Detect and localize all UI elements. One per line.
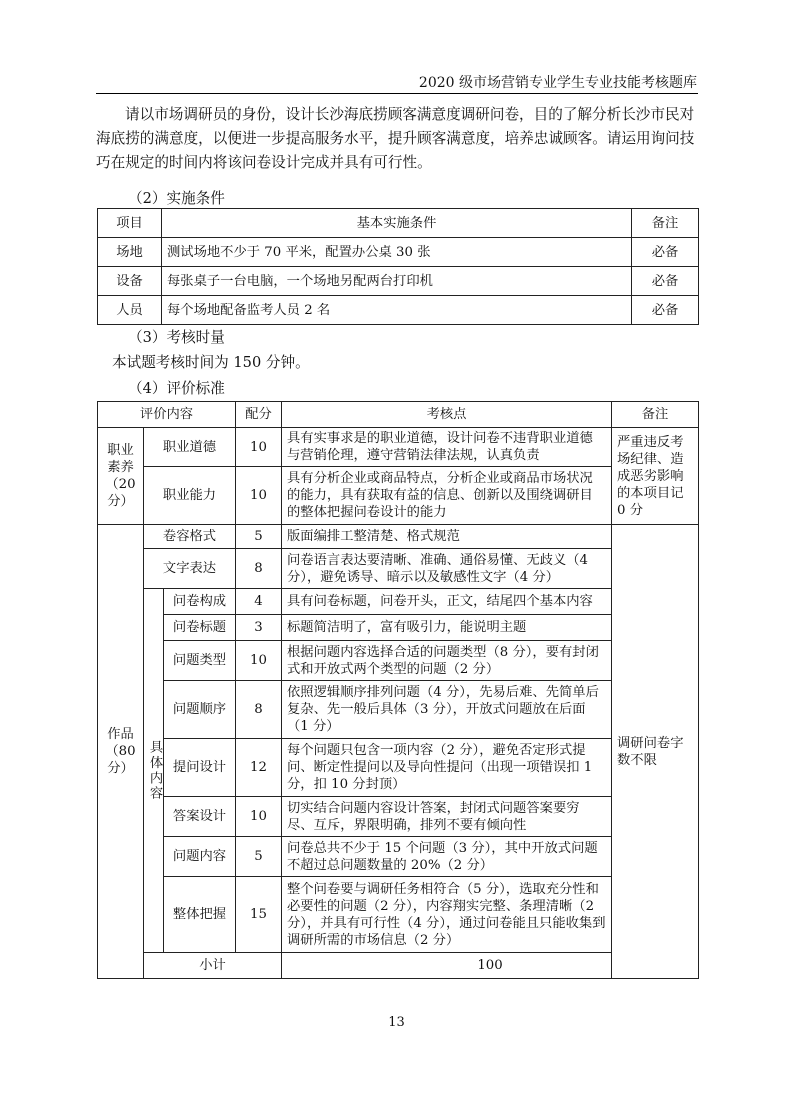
score-cell: 5 xyxy=(236,525,282,549)
item-cell: 问卷构成 xyxy=(164,589,236,615)
score-cell: 10 xyxy=(236,467,282,525)
table-row xyxy=(98,467,699,525)
score-cell: 3 xyxy=(236,615,282,641)
points-cell: 问卷总共不少于 15 个问题（3 分），其中开放式问题不超过总问题数量的 20%（2 分） xyxy=(282,837,612,877)
item-cell: 卷容格式 xyxy=(144,525,236,549)
note-cell: 必备 xyxy=(632,296,699,325)
item-cell: 整体把握 xyxy=(164,877,236,953)
points-cell: 问卷语言表达要清晰、准确、通俗易懂、无歧义（4分），避免诱导、暗示以及敏感性文字（4 分） xyxy=(282,549,612,589)
table-row xyxy=(98,837,699,877)
header-cell: 评价内容 xyxy=(98,402,236,428)
subtotal-label: 小计 xyxy=(144,953,282,979)
subtotal-score: 100 xyxy=(282,953,699,979)
item-cell: 问题内容 xyxy=(164,837,236,877)
item-cell: 职业道德 xyxy=(144,428,236,467)
desc-cell: 每张桌子一台电脑，一个场地另配两台打印机 xyxy=(162,267,632,296)
group-label-work: 作品（80 分） xyxy=(98,525,144,979)
table-row xyxy=(98,296,699,325)
score-cell: 10 xyxy=(236,797,282,837)
criteria-header-row xyxy=(98,402,699,428)
item-cell: 文字表达 xyxy=(144,549,236,589)
score-cell: 12 xyxy=(236,739,282,797)
desc-cell: 测试场地不少于 70 平米，配置办公桌 30 张 xyxy=(162,238,632,267)
item-cell: 问题类型 xyxy=(164,641,236,681)
item-cell: 问题顺序 xyxy=(164,681,236,739)
criteria-table xyxy=(97,401,699,979)
item-cell: 设备 xyxy=(98,267,162,296)
page-header: 2020 级市场营销专业学生专业技能考核题库 xyxy=(418,75,697,91)
score-cell: 10 xyxy=(236,428,282,467)
note-cell: 调研问卷字数不限 xyxy=(612,525,699,979)
sub-group-label-text: 具体内容 xyxy=(147,739,162,802)
header-cell: 考核点 xyxy=(282,402,612,428)
header-cell: 项目 xyxy=(98,209,162,238)
sub-group-label xyxy=(144,589,164,953)
conditions-header-row xyxy=(98,209,699,238)
item-cell: 人员 xyxy=(98,296,162,325)
points-cell: 具有分析企业或商品特点，分析企业或商品市场状况的能力，具有获取有益的信息、创新以及围绕调研目的整体把握问卷设计的能力 xyxy=(282,467,612,525)
table-row xyxy=(98,589,699,615)
table-row xyxy=(98,877,699,953)
section-heading-conditions: （2）实施条件 xyxy=(128,190,225,207)
points-cell: 根据问题内容选择合适的问题类型（8 分），要有封闭式和开放式两个类型的问题（2 分） xyxy=(282,641,612,681)
header-cell: 备注 xyxy=(612,402,699,428)
item-cell: 答案设计 xyxy=(164,797,236,837)
table-row xyxy=(98,549,699,589)
desc-cell: 每个场地配备监考人员 2 名 xyxy=(162,296,632,325)
score-cell: 5 xyxy=(236,837,282,877)
section-heading-time: （3）考核时量 xyxy=(128,329,225,346)
item-cell: 场地 xyxy=(98,238,162,267)
points-cell: 具有实事求是的职业道德，设计问卷不违背职业道德与营销伦理，遵守营销法律法规，认真负责 xyxy=(282,428,612,467)
score-cell: 8 xyxy=(236,681,282,739)
note-cell: 必备 xyxy=(632,238,699,267)
page-number: 13 xyxy=(388,1015,405,1030)
section-heading-criteria: （4）评价标准 xyxy=(128,380,225,397)
table-row xyxy=(98,681,699,739)
score-cell: 8 xyxy=(236,549,282,589)
points-cell: 每个问题只包含一项内容（2 分），避免否定形式提问、断定性提问以及导向性提问（出现一项错误扣 1 分，扣 10 分封顶） xyxy=(282,739,612,797)
item-cell: 提问设计 xyxy=(164,739,236,797)
points-cell: 切实结合问题内容设计答案，封闭式问题答案要穷尽、互斥，界限明确，排列不要有倾向性 xyxy=(282,797,612,837)
table-row xyxy=(98,238,699,267)
points-cell: 标题简洁明了，富有吸引力，能说明主题 xyxy=(282,615,612,641)
header-cell: 备注 xyxy=(632,209,699,238)
points-cell: 依照逻辑顺序排列问题（4 分），先易后难、先简单后复杂、先一般后具体（3 分），开放式问题放在后面（1 分） xyxy=(282,681,612,739)
points-cell: 具有问卷标题，问卷开头，正文，结尾四个基本内容 xyxy=(282,589,612,615)
points-cell: 整个问卷要与调研任务相符合（5 分），选取充分性和必要性的问题（2 分），内容翔实完整、条理清晰（2 分），并具有可行性（4 分），通过问卷能且只能收集到调研所需的市场信息（2 分） xyxy=(282,877,612,953)
conditions-table xyxy=(97,208,699,325)
time-text: 本试题考核时间为 150 分钟。 xyxy=(112,354,310,371)
points-cell: 版面编排工整清楚、格式规范 xyxy=(282,525,612,549)
score-cell: 15 xyxy=(236,877,282,953)
note-cell: 严重违反考场纪律、造成恶劣影响的本项目记 0 分 xyxy=(612,428,699,525)
header-cell: 基本实施条件 xyxy=(162,209,632,238)
score-cell: 10 xyxy=(236,641,282,681)
subtotal-row xyxy=(98,953,699,979)
table-row xyxy=(98,797,699,837)
table-row xyxy=(98,615,699,641)
note-cell: 必备 xyxy=(632,267,699,296)
header-rule xyxy=(96,93,698,94)
item-cell: 职业能力 xyxy=(144,467,236,525)
group-label-literacy: 职业素养（20 分） xyxy=(98,428,144,525)
table-row xyxy=(98,525,699,549)
table-row xyxy=(98,428,699,467)
table-row xyxy=(98,267,699,296)
header-cell: 配分 xyxy=(236,402,282,428)
item-cell: 问卷标题 xyxy=(164,615,236,641)
intro-paragraph: 请以市场调研员的身份，设计长沙海底捞顾客满意度调研问卷，目的了解分析长沙市民对海底捞的满意度，以便进一步提高服务水平，提升顾客满意度，培养忠诚顾客。请运用询问技巧在规定的时间内将该问卷设计完成并具有可行性。 xyxy=(96,106,695,171)
score-cell: 4 xyxy=(236,589,282,615)
table-row xyxy=(98,641,699,681)
table-row xyxy=(98,739,699,797)
